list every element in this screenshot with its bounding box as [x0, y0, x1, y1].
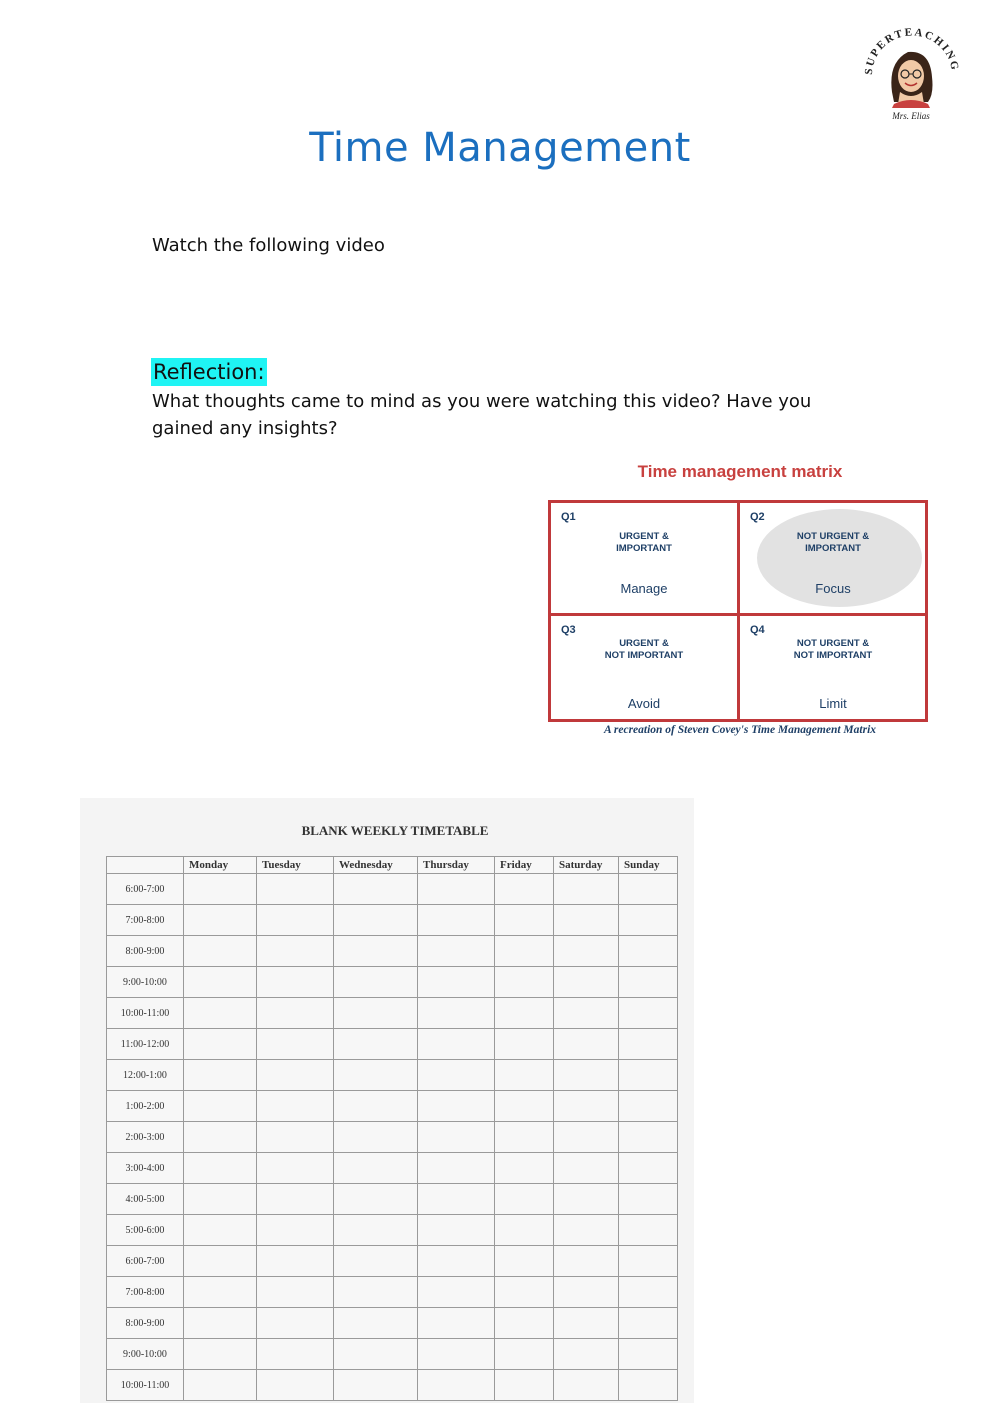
schedule-cell	[334, 874, 418, 905]
schedule-cell	[334, 1339, 418, 1370]
time-slot-label: 10:00-11:00	[107, 998, 184, 1029]
schedule-cell	[554, 936, 619, 967]
time-slot-label: 12:00-1:00	[107, 1060, 184, 1091]
schedule-cell	[257, 905, 334, 936]
time-slot-label: 6:00-7:00	[107, 874, 184, 905]
schedule-cell	[184, 1246, 257, 1277]
quadrant-label: URGENT & NOT IMPORTANT	[604, 638, 684, 661]
time-slot-label: 9:00-10:00	[107, 1339, 184, 1370]
schedule-cell	[418, 998, 495, 1029]
schedule-cell	[495, 1215, 554, 1246]
timetable-row	[107, 998, 678, 1029]
schedule-cell	[418, 1308, 495, 1339]
schedule-cell	[554, 1153, 619, 1184]
schedule-cell	[418, 967, 495, 998]
schedule-cell	[418, 936, 495, 967]
schedule-cell	[418, 1184, 495, 1215]
schedule-cell	[495, 1184, 554, 1215]
schedule-cell	[334, 998, 418, 1029]
timetable-row	[107, 1153, 678, 1184]
schedule-cell	[184, 1277, 257, 1308]
reflection-question: What thoughts came to mind as you were watching this video? Have you gained any insights?	[152, 391, 812, 439]
timetable-row	[107, 1277, 678, 1308]
timetable-row	[107, 1246, 678, 1277]
schedule-cell	[334, 1153, 418, 1184]
corner-cell	[107, 857, 184, 874]
schedule-cell	[554, 1339, 619, 1370]
schedule-cell	[554, 1246, 619, 1277]
time-slot-label: 6:00-7:00	[107, 1246, 184, 1277]
day-header: Sunday	[619, 857, 678, 874]
schedule-cell	[334, 1215, 418, 1246]
quadrant-number: Q3	[561, 624, 576, 636]
schedule-cell	[257, 1122, 334, 1153]
schedule-cell	[184, 1029, 257, 1060]
schedule-cell	[257, 1277, 334, 1308]
schedule-cell	[418, 1215, 495, 1246]
schedule-cell	[418, 1246, 495, 1277]
schedule-cell	[619, 1215, 678, 1246]
time-slot-label: 3:00-4:00	[107, 1153, 184, 1184]
schedule-cell	[619, 1029, 678, 1060]
schedule-cell	[257, 1215, 334, 1246]
schedule-cell	[619, 874, 678, 905]
matrix-title: Time management matrix	[637, 462, 843, 481]
schedule-cell	[619, 1153, 678, 1184]
schedule-cell	[554, 1370, 619, 1401]
schedule-cell	[554, 1060, 619, 1091]
time-slot-label: 2:00-3:00	[107, 1122, 184, 1153]
schedule-cell	[495, 967, 554, 998]
schedule-cell	[495, 1246, 554, 1277]
schedule-cell	[554, 1029, 619, 1060]
time-slot-label: 8:00-9:00	[107, 1308, 184, 1339]
schedule-cell	[619, 998, 678, 1029]
timetable-row	[107, 874, 678, 905]
matrix-caption: A recreation of Steven Covey's Time Management Matrix	[603, 724, 877, 736]
schedule-cell	[554, 998, 619, 1029]
schedule-cell	[184, 1091, 257, 1122]
schedule-cell	[257, 1308, 334, 1339]
quadrant-number: Q4	[750, 624, 765, 636]
schedule-cell	[495, 998, 554, 1029]
schedule-cell	[554, 1184, 619, 1215]
schedule-cell	[495, 1122, 554, 1153]
quadrant-action: Limit	[819, 696, 847, 711]
time-management-matrix	[540, 460, 940, 745]
schedule-cell	[418, 1029, 495, 1060]
time-slot-label: 10:00-11:00	[107, 1370, 184, 1401]
schedule-cell	[418, 1060, 495, 1091]
schedule-cell	[619, 967, 678, 998]
schedule-cell	[257, 936, 334, 967]
schedule-cell	[184, 998, 257, 1029]
schedule-cell	[495, 1277, 554, 1308]
superteaching-logo	[858, 22, 968, 122]
schedule-cell	[554, 1308, 619, 1339]
schedule-cell	[257, 967, 334, 998]
schedule-cell	[619, 1339, 678, 1370]
timetable-row	[107, 905, 678, 936]
schedule-cell	[184, 1215, 257, 1246]
matrix-divider	[551, 613, 925, 616]
schedule-cell	[554, 967, 619, 998]
schedule-cell	[495, 1339, 554, 1370]
schedule-cell	[495, 936, 554, 967]
schedule-cell	[184, 1060, 257, 1091]
timetable-body	[107, 874, 678, 1401]
schedule-cell	[418, 1091, 495, 1122]
schedule-cell	[257, 1060, 334, 1091]
timetable-row	[107, 1091, 678, 1122]
schedule-cell	[257, 1029, 334, 1060]
schedule-cell	[495, 1060, 554, 1091]
schedule-cell	[554, 1122, 619, 1153]
schedule-cell	[334, 1091, 418, 1122]
quadrant-q4	[740, 616, 926, 726]
schedule-cell	[495, 1370, 554, 1401]
schedule-cell	[184, 1370, 257, 1401]
time-slot-label: 5:00-6:00	[107, 1215, 184, 1246]
schedule-cell	[554, 874, 619, 905]
schedule-cell	[334, 905, 418, 936]
day-header: Saturday	[554, 857, 619, 874]
schedule-cell	[619, 1184, 678, 1215]
time-slot-label: 1:00-2:00	[107, 1091, 184, 1122]
timetable-row	[107, 1029, 678, 1060]
schedule-cell	[418, 874, 495, 905]
time-slot-label: 8:00-9:00	[107, 936, 184, 967]
schedule-cell	[554, 1215, 619, 1246]
day-header: Wednesday	[334, 857, 418, 874]
quadrant-label: URGENT & IMPORTANT	[616, 531, 672, 554]
weekly-timetable-image	[80, 798, 694, 1403]
schedule-cell	[184, 874, 257, 905]
quadrant-number: Q1	[561, 511, 576, 523]
schedule-cell	[554, 1091, 619, 1122]
quadrant-label: NOT URGENT & IMPORTANT	[796, 531, 870, 554]
timetable-row	[107, 1060, 678, 1091]
day-header: Thursday	[418, 857, 495, 874]
timetable-row	[107, 1122, 678, 1153]
timetable-row	[107, 1184, 678, 1215]
schedule-cell	[619, 1246, 678, 1277]
logo-signature: Mrs. Elias	[892, 111, 930, 121]
intro-text: Watch the following video	[152, 235, 385, 256]
schedule-cell	[257, 1184, 334, 1215]
timetable-title: BLANK WEEKLY TIMETABLE	[301, 823, 489, 838]
quadrant-q1	[551, 503, 737, 613]
quadrant-number: Q2	[750, 511, 765, 523]
schedule-cell	[495, 1029, 554, 1060]
timetable-row	[107, 1215, 678, 1246]
schedule-cell	[334, 1060, 418, 1091]
timetable-header-row	[107, 857, 678, 874]
quadrant-action: Manage	[620, 581, 668, 596]
schedule-cell	[334, 1184, 418, 1215]
schedule-cell	[495, 1308, 554, 1339]
day-header: Monday	[184, 857, 257, 874]
schedule-cell	[418, 905, 495, 936]
schedule-cell	[418, 1277, 495, 1308]
schedule-cell	[619, 1277, 678, 1308]
schedule-cell	[619, 905, 678, 936]
schedule-cell	[184, 1184, 257, 1215]
schedule-cell	[418, 1153, 495, 1184]
timetable-row	[107, 1308, 678, 1339]
schedule-cell	[184, 1308, 257, 1339]
schedule-cell	[334, 1029, 418, 1060]
matrix-divider	[737, 503, 740, 719]
schedule-cell	[184, 936, 257, 967]
schedule-cell	[257, 1091, 334, 1122]
schedule-cell	[495, 1091, 554, 1122]
schedule-cell	[257, 1370, 334, 1401]
schedule-cell	[495, 905, 554, 936]
schedule-cell	[554, 1277, 619, 1308]
quadrant-label: NOT URGENT & NOT IMPORTANT	[793, 638, 873, 661]
schedule-cell	[257, 874, 334, 905]
schedule-cell	[334, 967, 418, 998]
time-slot-label: 9:00-10:00	[107, 967, 184, 998]
schedule-cell	[184, 905, 257, 936]
schedule-cell	[184, 1122, 257, 1153]
schedule-cell	[257, 1153, 334, 1184]
time-slot-label: 7:00-8:00	[107, 905, 184, 936]
schedule-cell	[257, 1246, 334, 1277]
schedule-cell	[184, 1153, 257, 1184]
day-header: Tuesday	[257, 857, 334, 874]
timetable-grid	[106, 856, 678, 1401]
schedule-cell	[184, 967, 257, 998]
schedule-cell	[418, 1370, 495, 1401]
schedule-cell	[619, 936, 678, 967]
quadrant-action: Avoid	[627, 696, 661, 711]
schedule-cell	[334, 1277, 418, 1308]
schedule-cell	[334, 1122, 418, 1153]
timetable-row	[107, 1339, 678, 1370]
schedule-cell	[334, 1246, 418, 1277]
teacher-avatar-icon	[891, 52, 932, 108]
schedule-cell	[495, 874, 554, 905]
quadrant-action: Focus	[815, 581, 851, 596]
timetable-row	[107, 936, 678, 967]
schedule-cell	[619, 1091, 678, 1122]
schedule-cell	[619, 1370, 678, 1401]
schedule-cell	[495, 1153, 554, 1184]
schedule-cell	[619, 1308, 678, 1339]
timetable-row	[107, 1370, 678, 1401]
schedule-cell	[418, 1122, 495, 1153]
reflection-heading: Reflection:	[153, 360, 265, 384]
schedule-cell	[554, 905, 619, 936]
day-header: Friday	[495, 857, 554, 874]
schedule-cell	[334, 1308, 418, 1339]
schedule-cell	[619, 1122, 678, 1153]
quadrant-q2	[740, 503, 926, 613]
time-slot-label: 7:00-8:00	[107, 1277, 184, 1308]
page-title: Time Management	[309, 125, 691, 171]
schedule-cell	[619, 1060, 678, 1091]
matrix-grid	[548, 500, 928, 722]
schedule-cell	[418, 1339, 495, 1370]
logo-arc-text: SUPERTEACHING	[862, 26, 962, 76]
schedule-cell	[334, 1370, 418, 1401]
schedule-cell	[257, 998, 334, 1029]
schedule-cell	[334, 936, 418, 967]
time-slot-label: 11:00-12:00	[107, 1029, 184, 1060]
time-slot-label: 4:00-5:00	[107, 1184, 184, 1215]
quadrant-q3	[551, 616, 737, 726]
timetable-row	[107, 967, 678, 998]
schedule-cell	[184, 1339, 257, 1370]
schedule-cell	[257, 1339, 334, 1370]
